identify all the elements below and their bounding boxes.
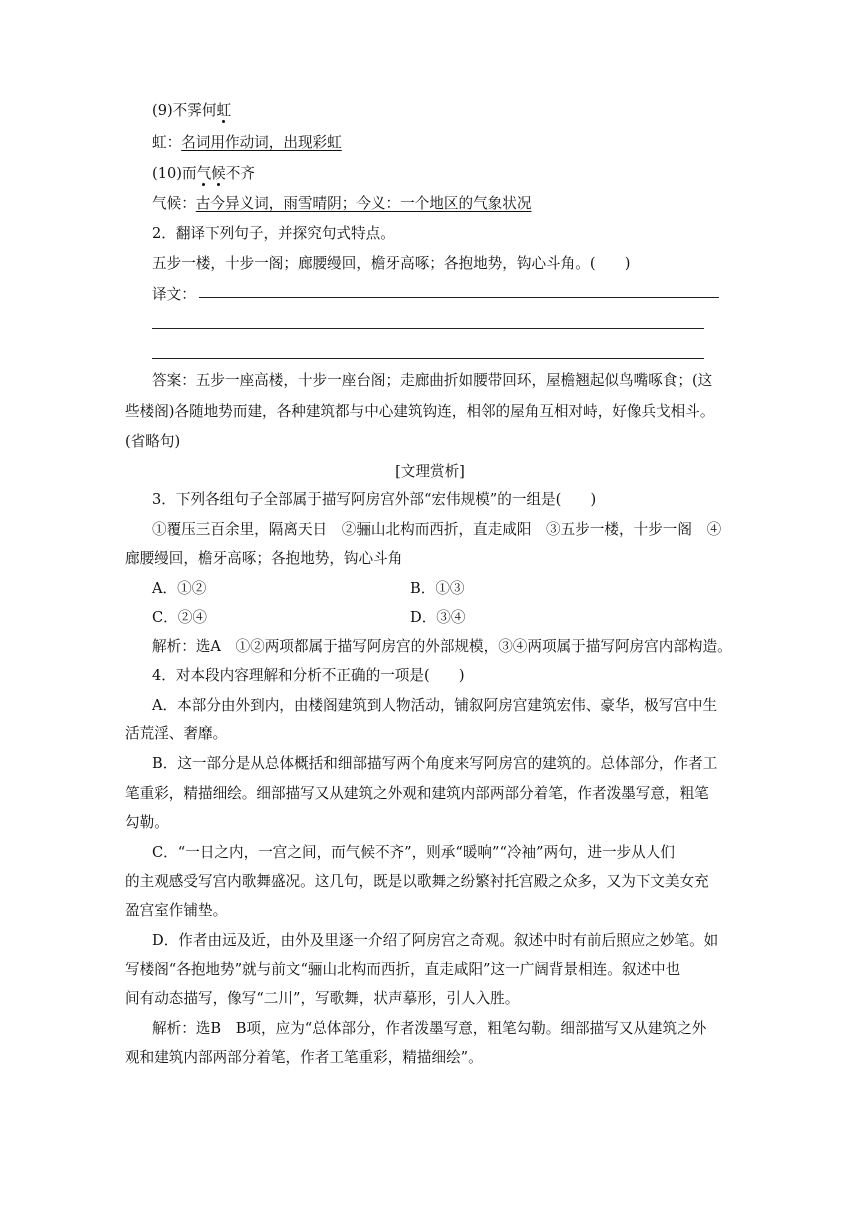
question-2-answer-line: 答案：五步一座高楼，十步一座台阁；走廊曲折如腰带回环，屋檐翘起似鸟嘴啄食；(这: [152, 372, 713, 389]
question-4-title: 4．对本段内容理解和分析不正确的一项是( ): [152, 667, 465, 684]
question-2-sentence: 五步一楼，十步一阁；廊腰缦回，檐牙高啄；各抱地势，钩心斗角。( ): [152, 255, 631, 272]
question-4-option-a: 活荒淫、奢靡。: [125, 725, 228, 742]
option-c[interactable]: C．②④: [152, 609, 207, 626]
option-b[interactable]: B．①③: [410, 580, 465, 597]
option-d[interactable]: D．③④: [410, 609, 466, 626]
translation-blank-3[interactable]: [152, 358, 704, 359]
item-9-key-char: 虹: [216, 102, 232, 119]
translation-blank-1[interactable]: [199, 297, 719, 298]
item-9-text: (9)不霁何: [152, 102, 217, 119]
translation-line: [152, 285, 738, 305]
question-4-option-c: 盈宫室作铺垫。: [125, 902, 228, 919]
question-4-option-c: C．“一日之内，一宫之间，而气候不齐”，则承“暖响”“冷袖”两句，进一步从人们: [152, 844, 675, 861]
item-9-explain: 名词用作动词，出现彩虹: [181, 134, 342, 151]
item-10-key-char-1: 气: [196, 165, 212, 182]
item-9-term: 虹：: [152, 134, 182, 151]
question-2-answer-line: 些楼阁)各随地势而建，各种建筑都与中心建筑钩连，相邻的屋角互相对峙，好像兵戈相斗。: [125, 403, 715, 420]
translation-label: 译文：: [152, 286, 196, 303]
section-title: [文理赏析]: [395, 463, 465, 480]
question-3-stem: ①覆压三百余里，隔离天日 ②骊山北构而西折，直走咸阳 ③五步一楼，十步一阁 ④: [152, 521, 722, 538]
question-4-option-a: A．本部分由外到内，由楼阁建筑到人物活动，铺叙阿房宫建筑宏伟、豪华，极写宫中生: [152, 697, 718, 714]
item-10-term: 气候：: [152, 195, 196, 212]
item-10-explain: 古今异义词，雨雪晴阴；今义：一个地区的气象状况: [195, 195, 532, 212]
question-4-option-d: 写楼阁“各抱地势”就与前文“骊山北构而西折，直走咸阳”这一广阔背景相连。叙述中也: [125, 961, 681, 978]
question-2-answer-line: (省略句): [125, 433, 181, 450]
question-3-stem: 廊腰缦回，檐牙高啄；各抱地势，钩心斗角: [125, 550, 403, 567]
item-10: [152, 164, 738, 184]
question-4-option-c: 的主观感受写宫内歌舞盛况。这几句，既是以歌舞之纷繁衬托宫殿之众多，又为下文美女充: [125, 873, 709, 890]
question-4-analysis: 解析：选B B项，应为“总体部分，作者泼墨写意，粗笔勾勒。细部描写又从建筑之外: [152, 1020, 707, 1037]
item-10-key-char-2: 候: [211, 165, 226, 182]
question-4-analysis: 观和建筑内部两部分着笔，作者工笔重彩，精描细绘”。: [125, 1049, 483, 1066]
translation-blank-2[interactable]: [152, 328, 704, 329]
item-10-answer: [152, 194, 738, 214]
question-4-option-d: D．作者由远及近，由外及里逐一介绍了阿房宫之奇观。叙述中时有前后照应之妙笔。如: [152, 932, 719, 949]
item-10-prefix: (10)而: [152, 165, 197, 182]
item-9: [152, 101, 738, 121]
question-3-title: 3．下列各组句子全部属于描写阿房宫外部“宏伟规模”的一组是( ): [152, 491, 597, 508]
question-4-option-b: 笔重彩，精描细绘。细部描写又从建筑之外观和建筑内部两部分着笔，作者泼墨写意，粗笔: [125, 785, 709, 802]
option-a[interactable]: A．①②: [152, 580, 207, 597]
question-4-option-b: 勾勒。: [125, 814, 169, 831]
question-3-analysis: 解析：选A ①②两项都属于描写阿房宫的外部规模，③④两项属于描写阿房宫内部构造。: [152, 638, 732, 655]
question-2-title: 2．翻译下列句子，并探究句式特点。: [152, 225, 395, 242]
item-9-answer: [152, 133, 738, 153]
question-4-option-d: 间有动态描写，像写“二川”，写歌舞，状声摹形，引人入胜。: [125, 990, 520, 1007]
item-10-suffix: 不齐: [225, 165, 255, 182]
question-4-option-b: B．这一部分是从总体概括和细部描写两个角度来写阿房宫的建筑的。总体部分，作者工: [152, 755, 718, 772]
